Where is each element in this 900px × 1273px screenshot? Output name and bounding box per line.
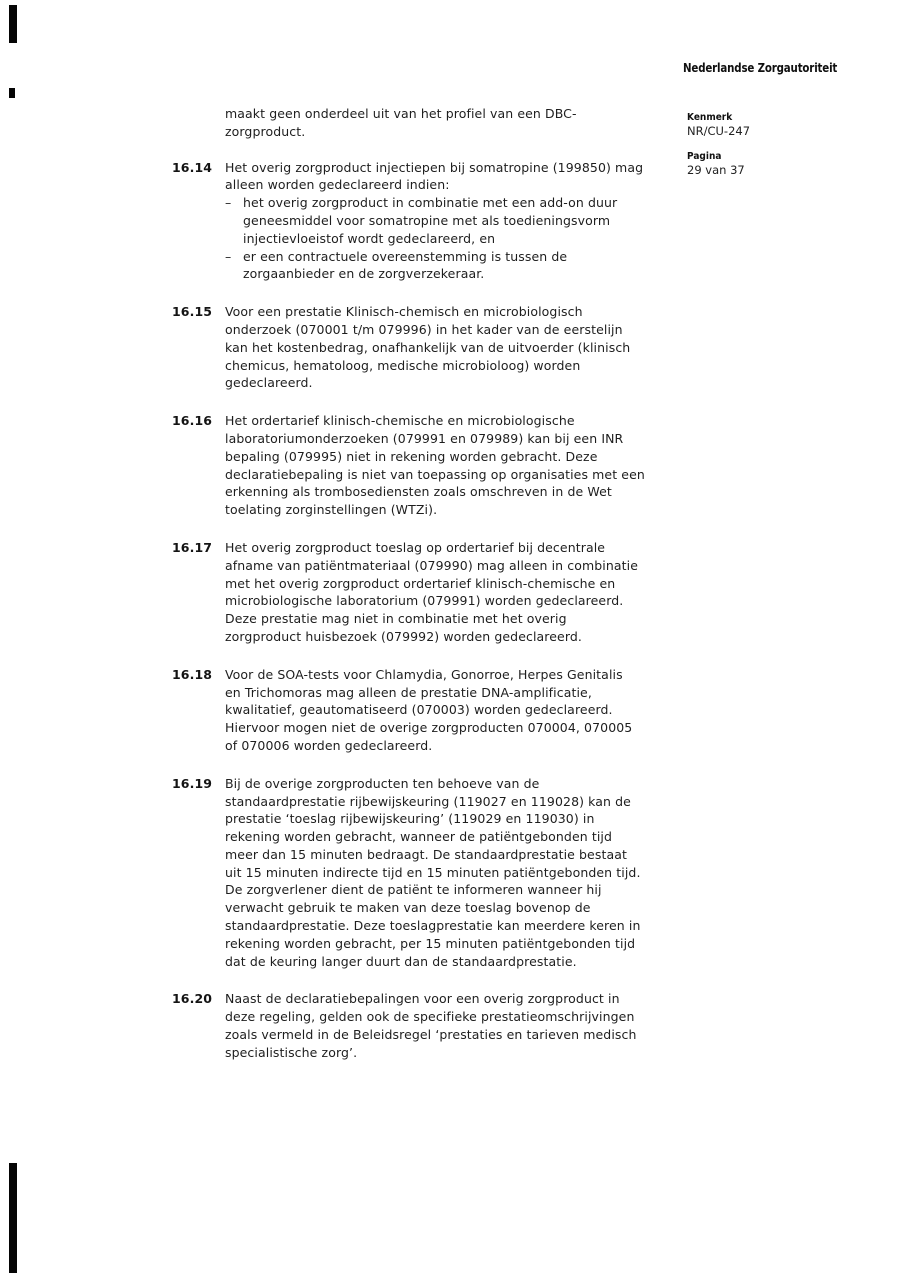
text-line: bepaling (079995) niet in rekening worden gebracht. Deze [225,448,598,464]
scan-artifact-top [9,5,17,43]
kenmerk-value: NR/CU-247 [687,124,751,138]
text-line: dat de keuring langer duurt dan de standaardprestatie. [225,953,577,969]
text-line: declaratiebepaling is niet van toepassing op organisaties met een [225,466,645,482]
bullet-dash: – [225,195,232,211]
text-line: Het overig zorgproduct injectiepen bij somatropine (199850) mag [225,159,644,175]
intro-paragraph [225,105,692,141]
text-line: Het overig zorgproduct toeslag op ordertarief bij decentrale [225,539,606,555]
text-line: alleen worden gedeclareerd indien: [225,177,450,193]
text-line: maakt geen onderdeel uit van het profiel van een DBC- [225,106,577,121]
text-line: geneesmiddel voor somatropine met als toedieningsvorm [243,212,611,228]
paragraph [225,539,692,646]
text-line: met het overig zorgproduct ordertarief klinisch-chemische en [225,575,616,591]
bullet-item [225,248,692,284]
text-line: zorgproduct. [225,123,306,139]
text-line: specialistische zorg’. [225,1044,358,1060]
text-line: prestatie ‘toeslag rijbewijskeuring’ (119029 en 119030) in [225,811,595,827]
text-line: toelating zorginstellingen (WTZi). [225,502,438,518]
text-line: standaardprestatie rijbewijskeuring (119027 en 119028) kan de [225,793,631,809]
section [172,412,692,519]
text-line: kan het kostenbedrag, onafhankelijk van de uitvoerder (klinisch [225,339,631,355]
paragraph [225,666,692,755]
section-body [225,159,692,284]
text-line: Voor een prestatie Klinisch-chemisch en microbiologisch [225,304,583,320]
org-wordmark: Nederlandse Zorgautoriteit [683,60,838,75]
scan-artifact-mid [9,88,15,98]
text-line: er een contractuele overeenstemming is tussen de [243,248,568,264]
text-line: verwacht gebruik te maken van deze toeslag bovenop de [225,900,591,916]
bullet-text [243,248,567,284]
bullet-text [243,194,617,247]
text-line: chemicus, hematoloog, medische microbioloog) worden [225,357,581,373]
bullet-item [225,194,692,247]
text-line: onderzoek (070001 t/m 079996) in het kader van de eerstelijn [225,321,623,337]
text-line: gedeclareerd. [225,375,313,391]
section-number: 16.18 [172,666,213,682]
text-line: Voor de SOA-tests voor Chlamydia, Gonorroe, Herpes Genitalis [225,666,623,682]
section [172,666,692,755]
document-meta [687,111,847,177]
kenmerk-label: Kenmerk [687,112,733,123]
paragraph [225,990,692,1061]
text-line: Naast de declaratiebepalingen voor een overig zorgproduct in [225,991,620,1007]
section-body [225,666,692,755]
text-line: rekening worden gebracht, per 15 minuten patiëntgebonden tijd [225,935,636,951]
text-line: uit 15 minuten indirecte tijd en 15 minuten patiëntgebonden tijd. [225,864,641,880]
text-line: injectievloeistof wordt gedeclareerd, en [243,230,496,246]
pagina-value: 29 van 37 [687,163,745,177]
text-line: meer dan 15 minuten bedraagt. De standaardprestatie bestaat [225,846,627,862]
section-body [225,303,692,392]
section-number: 16.16 [172,413,213,429]
scan-artifact-bottom [9,1163,17,1273]
bullet-dash: – [225,248,232,264]
text-line: zorgaanbieder en de zorgverzekeraar. [243,266,485,282]
document-body [172,105,692,1062]
text-line: Deze prestatie mag niet in combinatie met het overig [225,611,567,627]
section-body [225,412,692,519]
text-line: kwalitatief, geautomatiseerd (070003) worden gedeclareerd. [225,702,613,718]
text-line: standaardprestatie. Deze toeslagprestatie kan meerdere keren in [225,918,641,934]
section-body [225,539,692,646]
text-line: en Trichomoras mag alleen de prestatie DNA-amplificatie, [225,684,592,700]
section-number: 16.17 [172,539,213,555]
section-number: 16.20 [172,991,213,1007]
section-body [225,990,692,1061]
section-number: 16.14 [172,159,213,175]
text-line: deze regeling, gelden ook de specifieke prestatieomschrijvingen [225,1009,635,1025]
paragraph [225,159,692,195]
paragraph [225,303,692,392]
section [172,775,692,971]
text-line: microbiologische laboratorium (079991) worden gedeclareerd. [225,593,624,609]
text-line: zorgproduct huisbezoek (079992) worden gedeclareerd. [225,628,582,644]
section-number: 16.15 [172,304,213,320]
text-line: Het ordertarief klinisch-chemische en microbiologische [225,413,575,429]
paragraph [225,775,692,971]
text-line: zoals vermeld in de Beleidsregel ‘prestaties en tarieven medisch [225,1027,637,1043]
text-line: afname van patiëntmateriaal (079990) mag alleen in combinatie [225,557,639,573]
text-line: het overig zorgproduct in combinatie met een add-on duur [243,195,618,211]
section-body [225,775,692,971]
text-line: rekening worden gebracht, wanneer de patiëntgebonden tijd [225,829,613,845]
text-line: erkenning als trombosediensten zoals omschreven in de Wet [225,484,612,500]
text-line: of 070006 worden gedeclareerd. [225,737,433,753]
paragraph [225,412,692,519]
section [172,990,692,1061]
pagina-label: Pagina [687,151,722,162]
text-line: Bij de overige zorgproducten ten behoeve van de [225,775,540,791]
section [172,159,692,284]
sections [172,159,692,1062]
text-line: De zorgverlener dient de patiënt te informeren wanneer hij [225,882,602,898]
text-line: laboratoriumonderzoeken (079991 en 079989) kan bij een INR [225,430,624,446]
section-number: 16.19 [172,775,213,791]
text-line: Hiervoor mogen niet de overige zorgproducten 070004, 070005 [225,720,633,736]
section [172,539,692,646]
section [172,303,692,392]
